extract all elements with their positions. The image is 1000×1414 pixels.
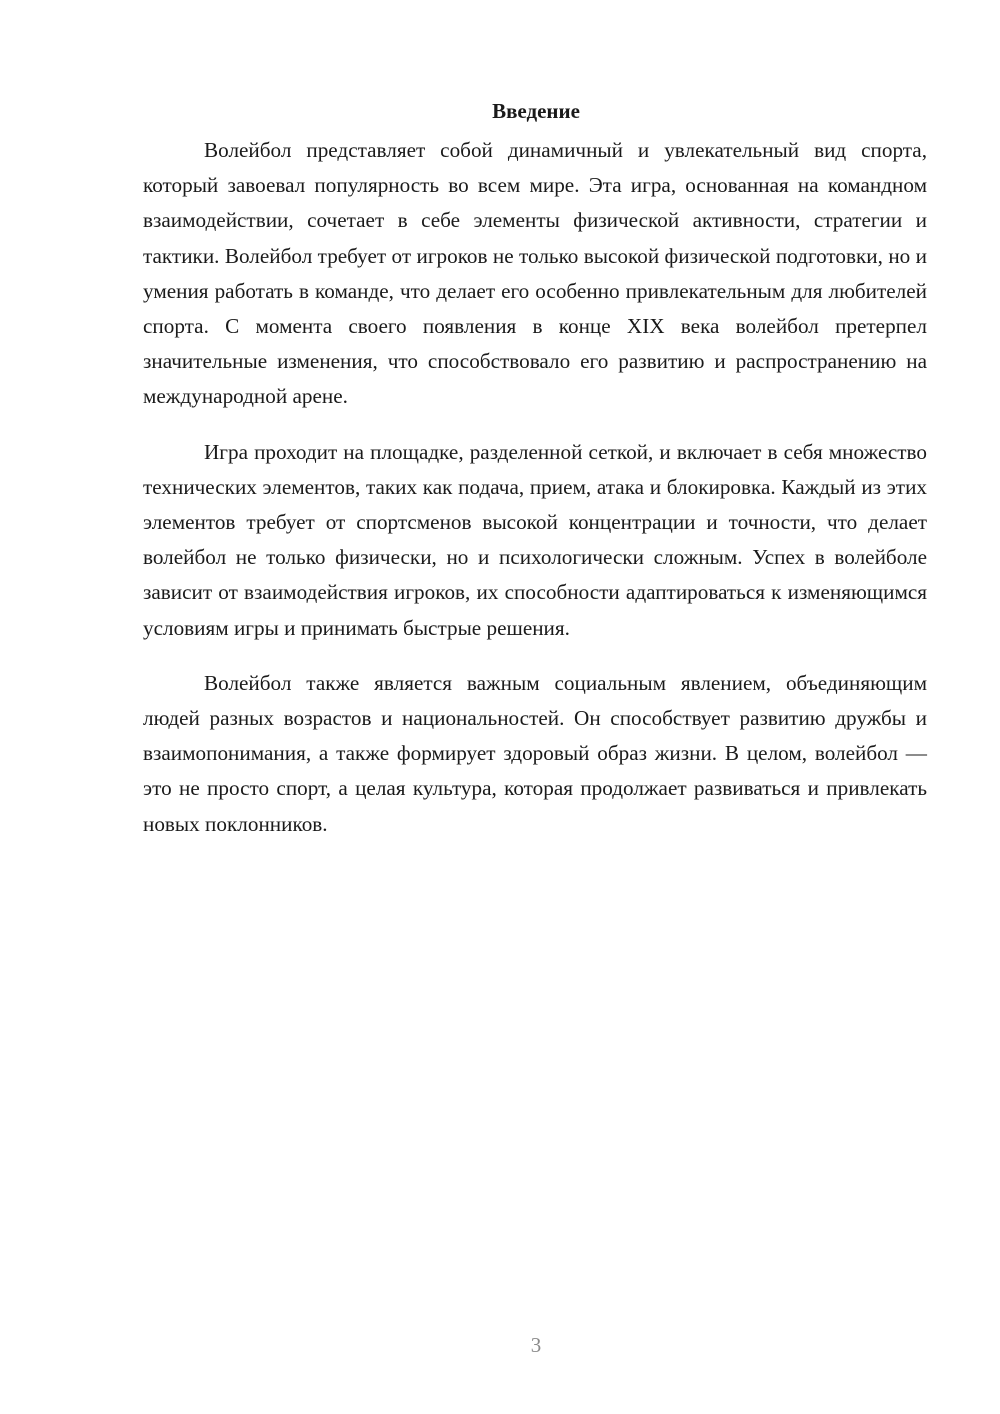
page-content xyxy=(143,94,927,862)
paragraph-1: Волейбол представляет собой динамичный и увлекательный вид спорта, который завоевал популярность во всем мире. Эта игра, основанная на командном взаимодействии, сочетает в себе элементы физической активности, стратегии и тактики. Волейбол требует от игроков не только высокой физической подготовки, но и умения работать в команде, что делает его особенно привлекательным для любителей спорта. С момента своего появления в конце XIX века волейбол претерпел значительные изменения, что способствовало его развитию и распространению на международной арене. xyxy=(143,138,927,409)
paragraph-2: Игра проходит на площадке, разделенной сеткой, и включает в себя множество технических элементов, таких как подача, прием, атака и блокировка. Каждый из этих элементов требует от спортсменов высокой концентрации и точности, что делает волейбол не только физически, но и психологически сложным. Успех в волейболе зависит от взаимодействия игроков, их способности адаптироваться к изменяющимся условиям игры и принимать быстрые решения. xyxy=(143,439,927,640)
page-number: 3 xyxy=(530,1333,542,1357)
section-heading: Введение xyxy=(492,99,580,123)
paragraph-3: Волейбол также является важным социальным явлением, объединяющим людей разных возрастов и национальностей. Он способствует развитию дружбы и взаимопонимания, а также формирует здоровый образ жизни. В целом, волейбол — это не просто спорт, а целая культура, которая продолжает развиваться и привлекать новых поклонников. xyxy=(143,670,927,836)
